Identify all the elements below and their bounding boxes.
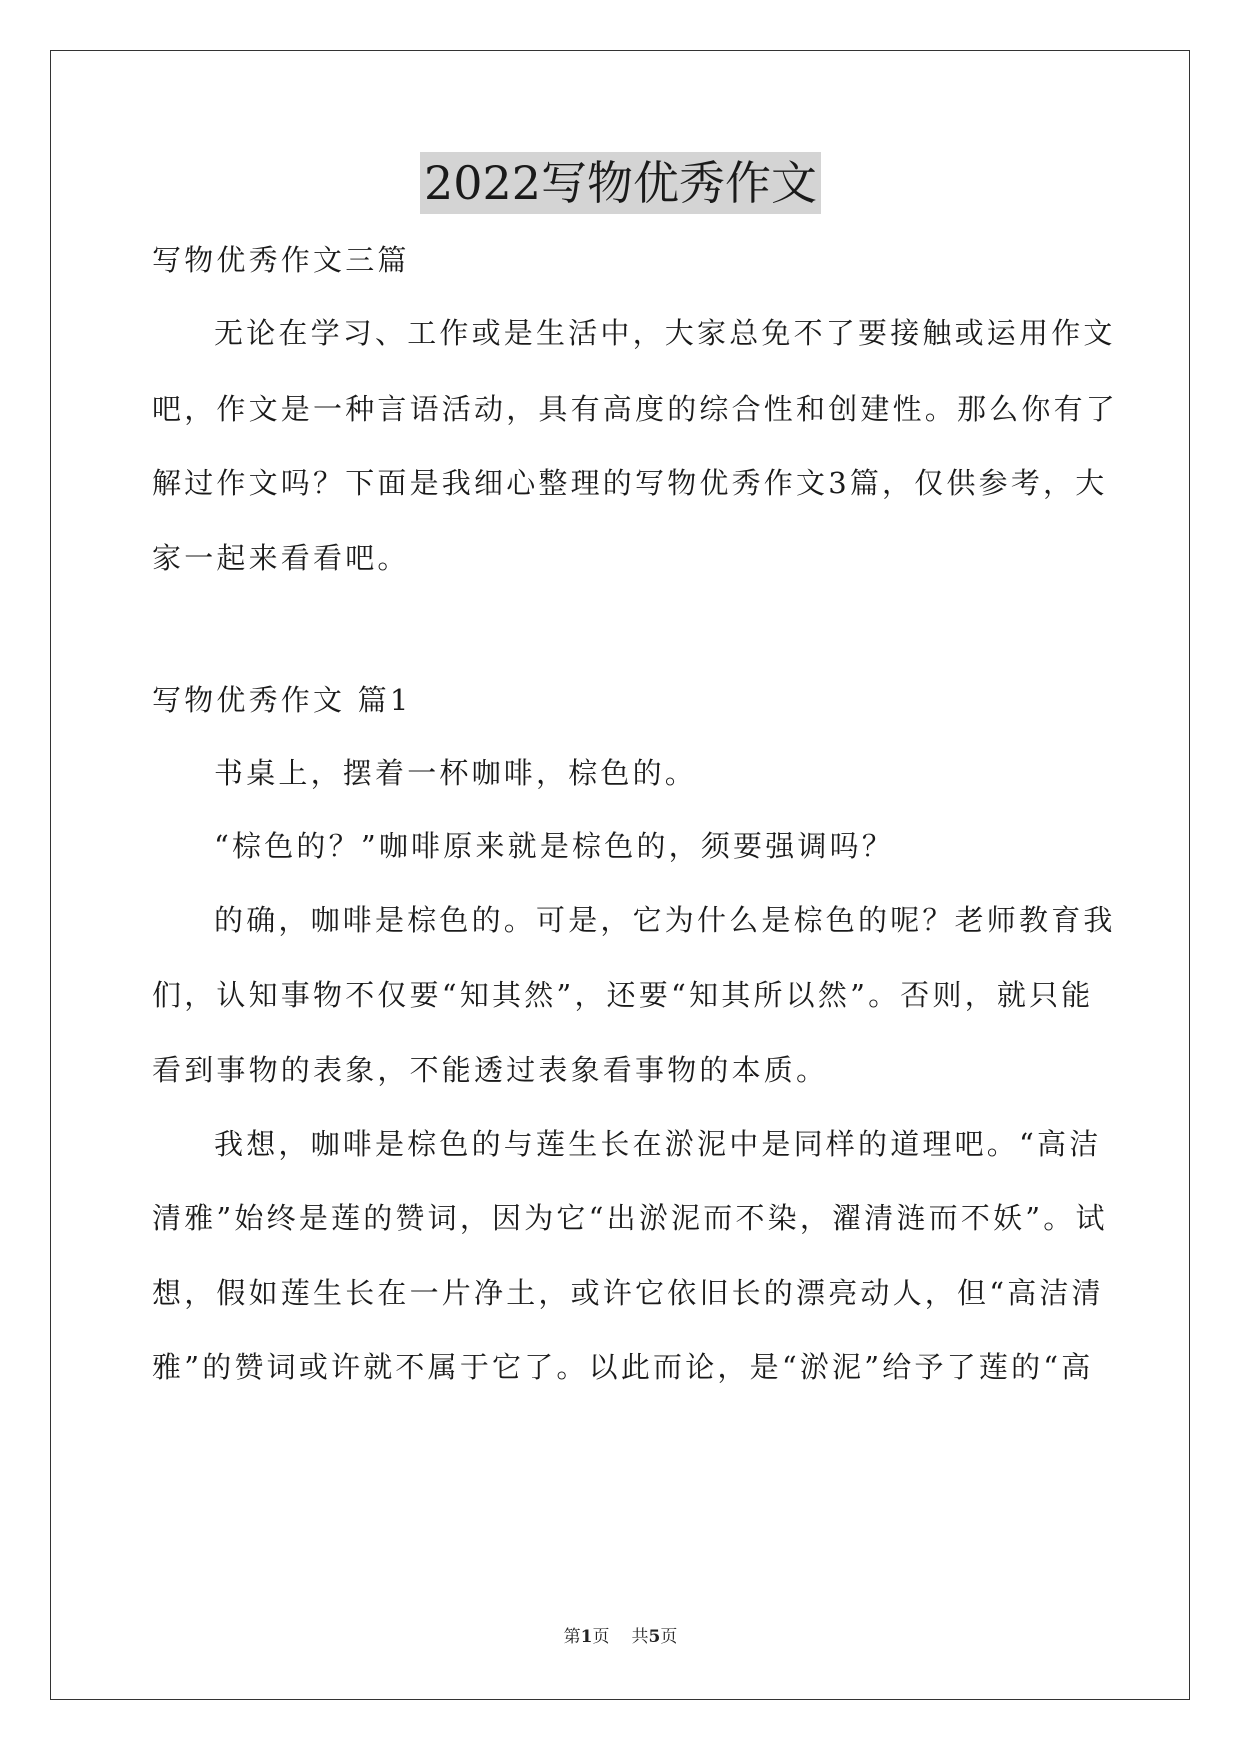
body-line-3: 的确，咖啡是棕色的。可是，它为什么是棕色的呢？老师教育我 (214, 903, 1116, 937)
total-label-suffix: 页 (660, 1627, 678, 1647)
page-label-prefix: 第 (563, 1627, 581, 1647)
body-line-2: “棕色的？”咖啡原来就是棕色的，须要强调吗？ (214, 829, 895, 863)
intro-line-3: 解过作文吗？下面是我细心整理的写物优秀作文3篇，仅供参考，大 (152, 466, 1108, 500)
intro-line-4: 家一起来看看吧。 (152, 541, 410, 575)
total-pages: 5 (648, 1627, 661, 1647)
page-number: 1 (580, 1627, 593, 1647)
document-title: 2022写物优秀作文 (420, 152, 821, 214)
page-footer (0, 1622, 1241, 1647)
subtitle: 写物优秀作文三篇 (152, 243, 410, 277)
title-container (0, 152, 1241, 214)
body-line-1: 书桌上，摆着一杯咖啡，棕色的。 (214, 756, 698, 790)
total-label-prefix: 共 (631, 1627, 649, 1647)
body-line-6: 我想，咖啡是棕色的与莲生长在淤泥中是同样的道理吧。“高洁 (214, 1127, 1102, 1161)
section-heading: 写物优秀作文 篇1 (152, 683, 412, 717)
intro-line-1: 无论在学习、工作或是生活中，大家总免不了要接触或运用作文 (214, 316, 1116, 350)
body-line-4: 们，认知事物不仅要“知其然”，还要“知其所以然”。否则，就只能 (152, 978, 1094, 1012)
body-line-9: 雅”的赞词或许就不属于它了。以此而论，是“淤泥”给予了莲的“高 (152, 1350, 1094, 1384)
page-label-suffix: 页 (592, 1627, 610, 1647)
page-border (50, 50, 1190, 1700)
body-line-8: 想，假如莲生长在一片净土，或许它依旧长的漂亮动人，但“高洁清 (152, 1276, 1104, 1310)
body-line-5: 看到事物的表象，不能透过表象看事物的本质。 (152, 1053, 829, 1087)
body-line-7: 清雅”始终是莲的赞词，因为它“出淤泥而不染，濯清涟而不妖”。试 (152, 1201, 1108, 1235)
intro-line-2: 吧，作文是一种言语活动，具有高度的综合性和创建性。那么你有了 (152, 392, 1119, 426)
